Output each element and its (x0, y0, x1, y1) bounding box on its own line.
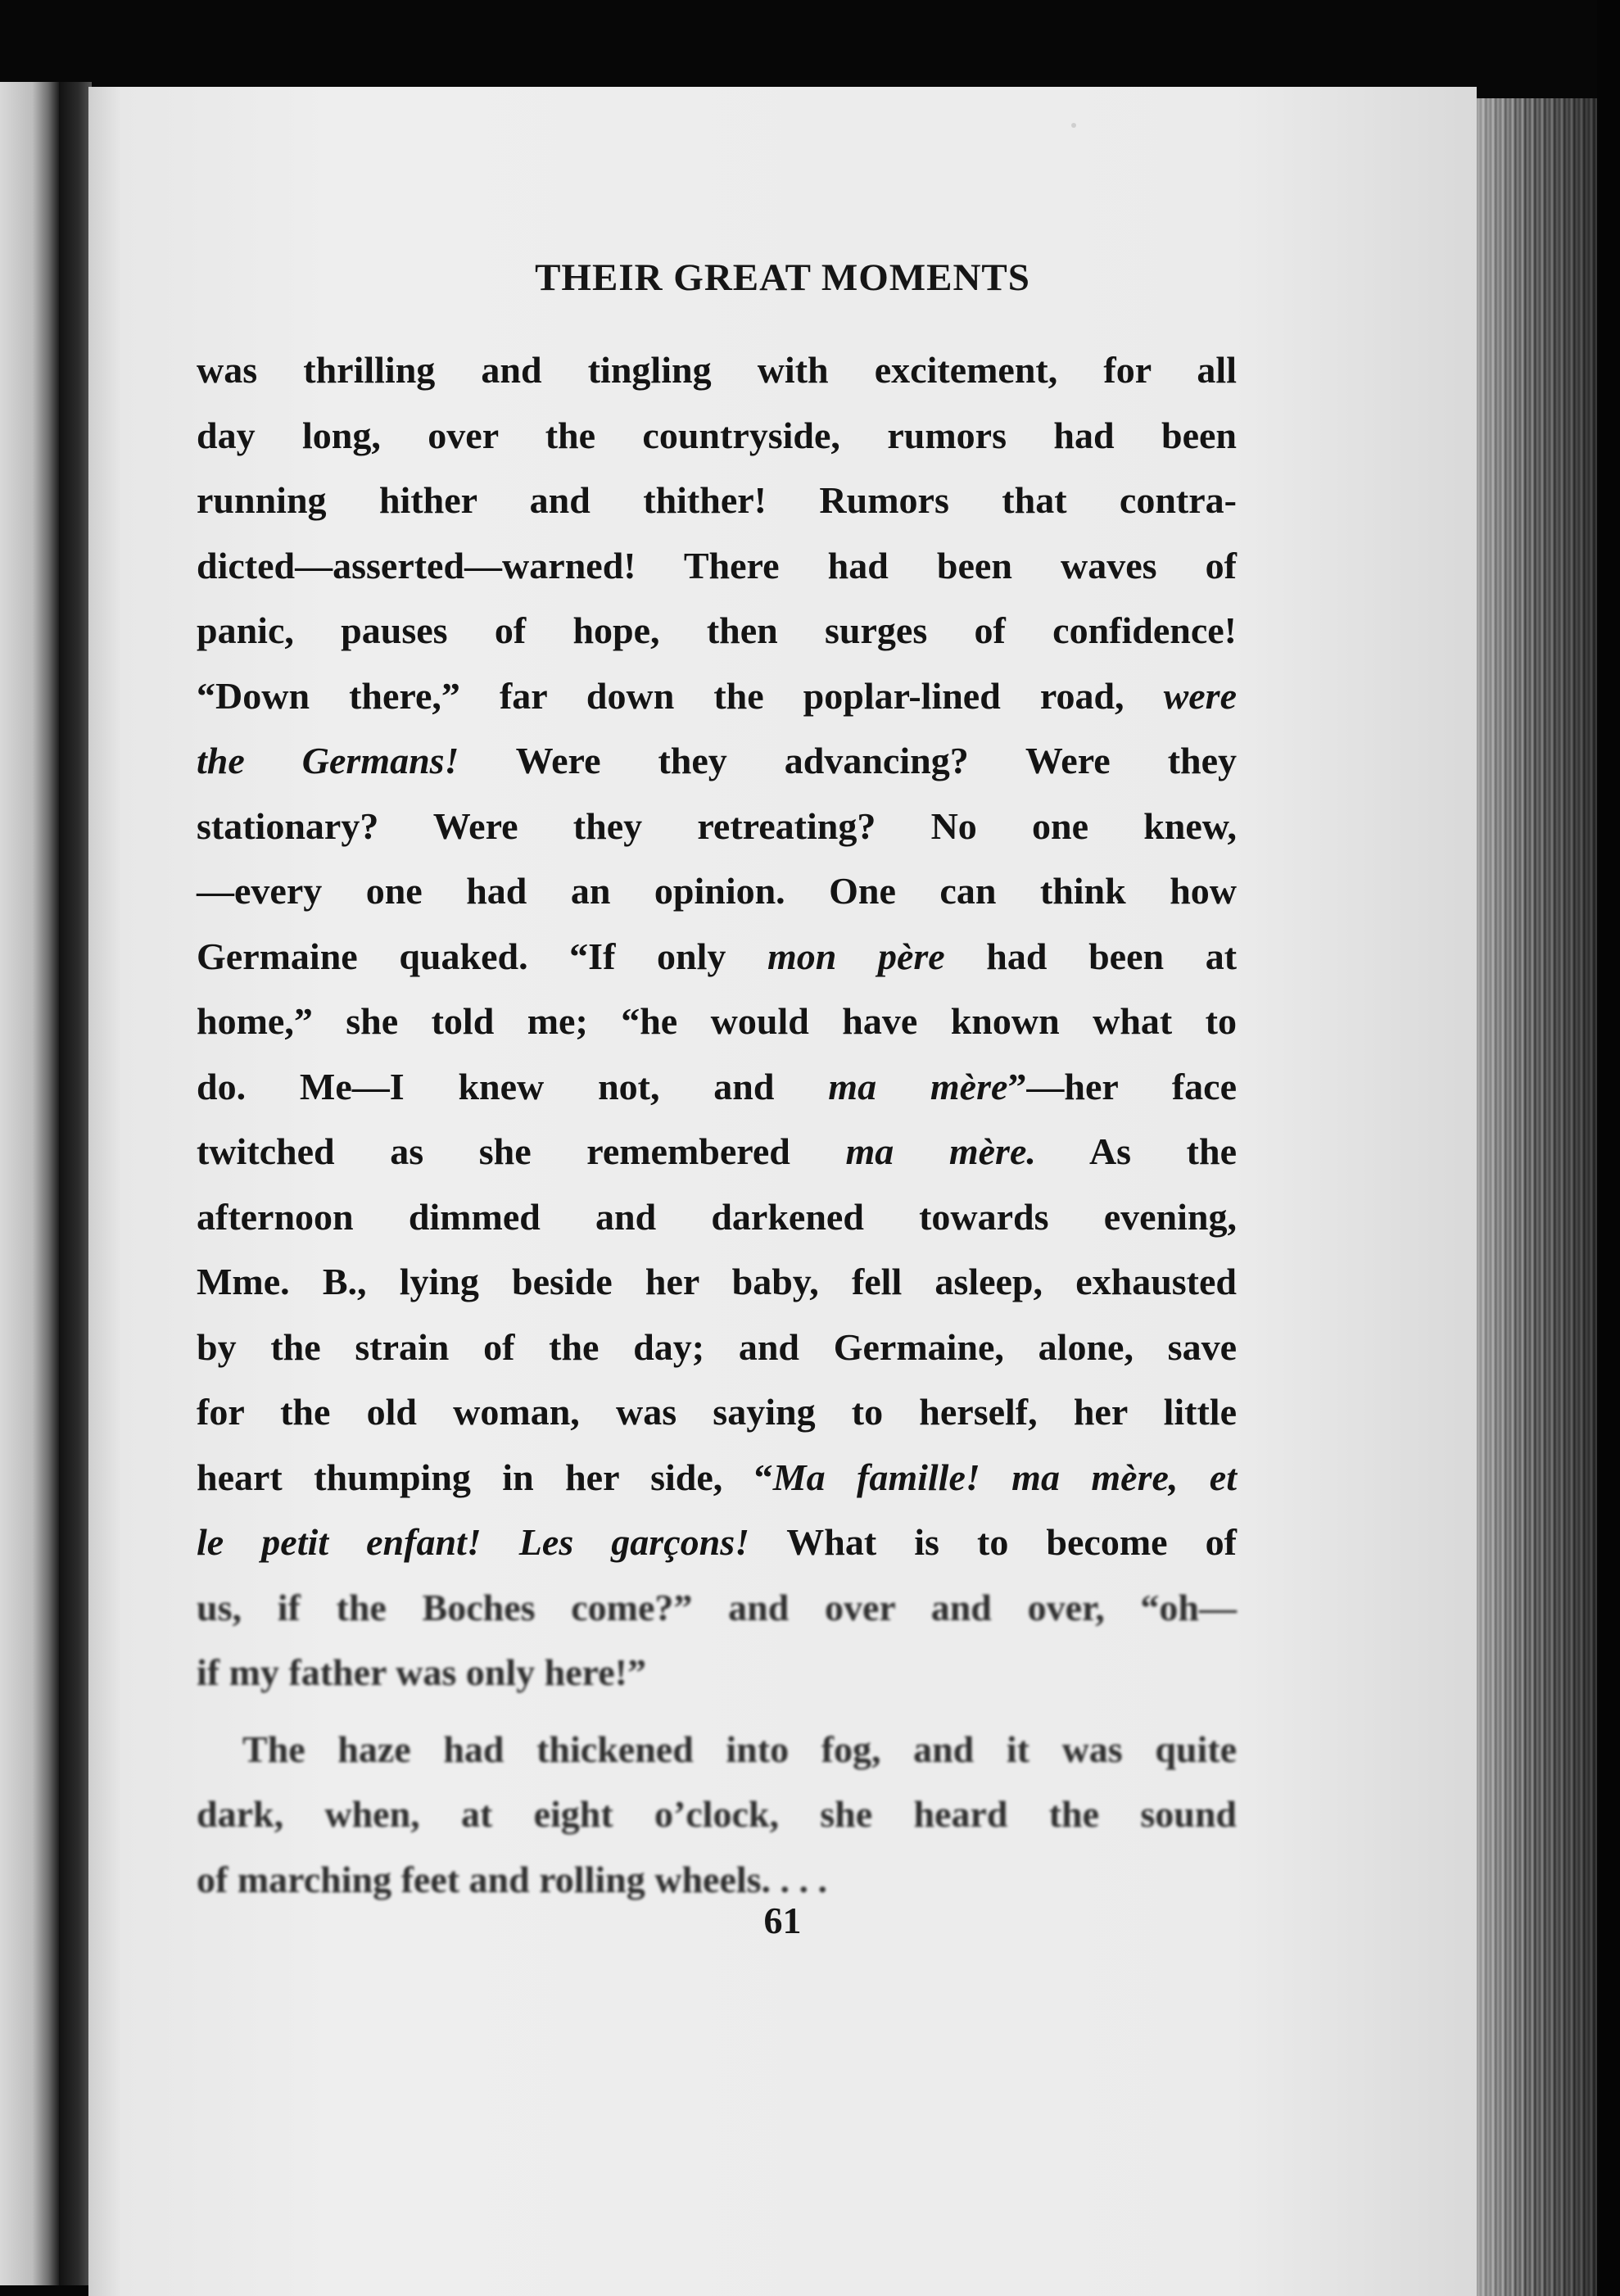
text-run: of marching feet and rolling wheels. . . . (197, 1858, 828, 1900)
text-line (197, 1249, 1237, 1315)
gutter-shadow (59, 82, 92, 2285)
text-run: if my father was only here!” (197, 1651, 646, 1693)
italic-phrase: le petit enfant! Les garçons! (197, 1521, 750, 1563)
text-line (197, 989, 1237, 1054)
text-run: ”—her face (1007, 1065, 1237, 1107)
italic-phrase: Ma famille! ma mère, et (772, 1456, 1237, 1498)
text-line (197, 1782, 1237, 1847)
text-line (197, 598, 1237, 663)
text-run: What is to become of (749, 1521, 1237, 1563)
text-run: by the strain of the day; and Germaine, alone, save (197, 1325, 1237, 1368)
text-line (197, 337, 1237, 403)
text-line (197, 1510, 1237, 1575)
text-line (197, 858, 1237, 924)
text-run: As the (1035, 1130, 1237, 1172)
text-run: was thrilling and tingling with excitement, for all (197, 349, 1237, 391)
text-run: Mme. B., lying beside her baby, fell asleep, exhausted (197, 1261, 1237, 1302)
text-line (197, 1445, 1237, 1510)
text-run: for the old woman, was saying to herself, her little (197, 1391, 1237, 1433)
text-run: Germaine quaked. “If only (197, 935, 767, 977)
text-run: The haze had thickened into fog, and it was quite (242, 1728, 1237, 1770)
italic-phrase: the Germans! (197, 740, 459, 781)
text-line (197, 1184, 1237, 1250)
text-line (197, 663, 1237, 729)
text-run: “Down there,” far down the poplar-lined road, (197, 674, 1164, 717)
page-edges-shade (1466, 98, 1597, 2296)
text-line (197, 1640, 1237, 1705)
text-run: home,” she told me; “he would have known what to (197, 1000, 1237, 1042)
text-run: —every one had an opinion. One can think how (197, 870, 1237, 912)
text-line (197, 1119, 1237, 1184)
text-line (197, 794, 1237, 859)
text-run: stationary? Were they retreating? No one knew, (197, 804, 1237, 847)
text-line (197, 1717, 1237, 1782)
italic-phrase: mon père (767, 935, 945, 977)
text-run: had been at (944, 935, 1238, 977)
running-head: THEIR GREAT MOMENTS (535, 256, 1030, 299)
text-line (197, 1054, 1237, 1120)
italic-phrase: ma mère (828, 1065, 1008, 1107)
facing-page-edge (0, 82, 59, 2285)
italic-phrase: were (1163, 674, 1237, 717)
text-line (197, 728, 1237, 794)
text-run: us, if the Boches come?” and over and over, “oh— (197, 1586, 1237, 1628)
text-line (197, 1575, 1237, 1641)
text-run: heart thumping in her side, “ (197, 1456, 773, 1498)
body-text (197, 337, 1237, 1912)
text-run: day long, over the countryside, rumors had been (197, 414, 1237, 456)
text-run: Were they advancing? Were they (459, 740, 1238, 781)
text-run: dicted—asserted—warned! There had been waves of (197, 544, 1237, 586)
text-run: twitched as she remembered (197, 1130, 846, 1172)
text-run: afternoon dimmed and darkened towards evening, (197, 1195, 1237, 1238)
paragraph-gap (197, 1705, 1237, 1717)
text-run: do. Me—I knew not, and (197, 1065, 829, 1107)
scan-speck (1071, 123, 1076, 128)
text-line (197, 468, 1237, 533)
text-line (197, 403, 1237, 469)
text-run: panic, pauses of hope, then surges of confidence! (197, 609, 1237, 651)
scan-border (1597, 0, 1620, 2296)
text-line (197, 1315, 1237, 1380)
text-run: running hither and thither! Rumors that contra- (197, 479, 1237, 521)
italic-phrase: ma mère. (845, 1130, 1036, 1172)
text-line (197, 924, 1237, 989)
text-line (197, 1379, 1237, 1445)
page-number: 61 (763, 1900, 802, 1941)
text-line (197, 533, 1237, 599)
text-run: dark, when, at eight o’clock, she heard the sound (197, 1793, 1237, 1835)
